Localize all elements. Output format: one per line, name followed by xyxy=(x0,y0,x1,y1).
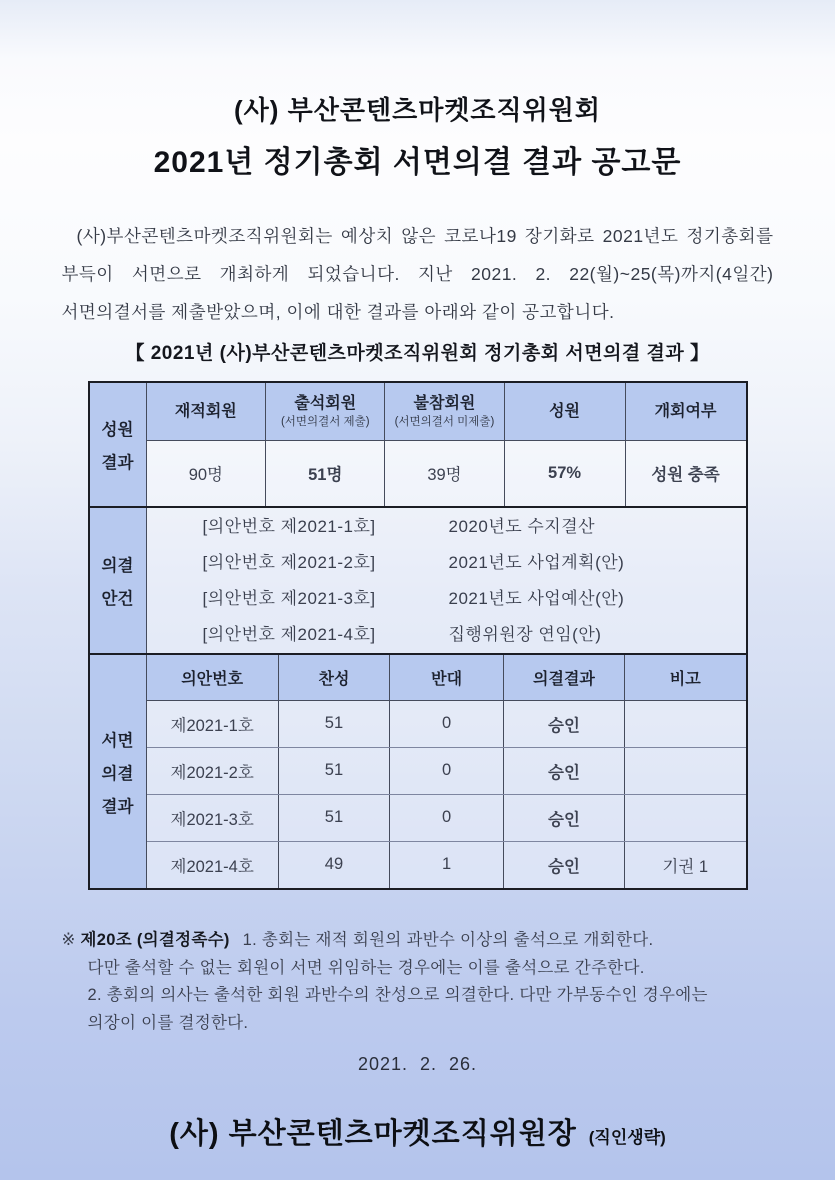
agenda-number: 제2021-3호 xyxy=(147,794,279,841)
agenda-item xyxy=(203,617,746,653)
agenda-number: 제2021-4호 xyxy=(147,841,279,888)
footnote-line-1 xyxy=(62,927,774,955)
agenda-number: 제2021-1호 xyxy=(147,700,279,747)
result-value: 승인 xyxy=(503,747,624,794)
oppose-count: 1 xyxy=(390,841,504,888)
footnote-rule-1: 1. 총회는 재적 회원의 과반수 이상의 출석으로 개회한다. xyxy=(242,931,654,949)
agenda-item-number: [의안번호 제2021-4호] xyxy=(202,624,376,644)
resolution-label-line3: 결과 xyxy=(101,797,134,816)
agenda-row-label xyxy=(90,508,147,653)
header-agenda-number: 의안번호 xyxy=(147,655,279,700)
table-row xyxy=(147,747,746,794)
agenda-item xyxy=(203,581,746,617)
resolution-label-line1: 서면 xyxy=(101,731,134,750)
header-absent-members: 불참회원 (서면의결서 미제출) xyxy=(385,383,504,440)
note-value: 기권 1 xyxy=(624,841,745,888)
agenda-list xyxy=(147,508,746,653)
intro-line-3: 서면의결서를 제출받았으며, 이에 대한 결과를 아래와 같이 공고합니다. xyxy=(61,302,615,322)
quorum-label-line1: 성원 xyxy=(101,421,134,439)
value-attended-members: 51명 xyxy=(266,440,385,506)
result-value: 승인 xyxy=(503,841,624,888)
header-quorum-rate: 성원 xyxy=(504,383,625,440)
note-value xyxy=(624,794,745,841)
agenda-item-number: [의안번호 제2021-1호] xyxy=(202,516,376,536)
value-quorum-rate: 57% xyxy=(504,440,625,506)
agenda-number: 제2021-2호 xyxy=(147,747,279,794)
agenda-item-number: [의안번호 제2021-2호] xyxy=(202,552,376,572)
intro-line-2: 부득이 서면으로 개최하게 되었습니다. 지난 2021. 2. 22(월)~25(목)까지(4일간) xyxy=(61,264,774,284)
announcement-title: 2021년 정기총회 서면의결 결과 공고문 xyxy=(153,146,682,179)
value-absent-members: 39명 xyxy=(385,440,504,506)
agenda-item xyxy=(203,545,746,581)
agenda-label-line1: 의결 xyxy=(101,557,134,575)
value-opening-status: 성원 충족 xyxy=(625,440,745,506)
quorum-table xyxy=(147,383,746,506)
result-value: 승인 xyxy=(503,700,624,747)
header-attended-members: 출석회원 (서면의결서 제출) xyxy=(266,383,385,440)
approve-count: 51 xyxy=(278,700,389,747)
result-value: 승인 xyxy=(503,794,624,841)
organization-name: (사) 부산콘텐츠마켓조직위원회 xyxy=(233,95,602,125)
agenda-item-title: 2021년도 사업계획(안) xyxy=(448,552,625,572)
header-oppose: 반대 xyxy=(390,655,504,700)
approve-count: 51 xyxy=(278,747,389,794)
signature-block xyxy=(0,1111,835,1152)
agenda-item-title: 집행위원장 연임(안) xyxy=(448,624,602,644)
footnote-line-3: 2. 총회의 의사는 출석한 회원 과반수의 찬성으로 의결한다. 다만 가부동수인 경우에는 xyxy=(87,986,708,1004)
approve-count: 49 xyxy=(278,841,389,888)
resolution-section xyxy=(90,653,746,888)
oppose-count: 0 xyxy=(390,794,504,841)
resolution-label-line2: 의결 xyxy=(101,764,134,783)
agenda-item xyxy=(203,509,746,545)
results-section-heading: 【 2021년 (사)부산콘텐츠마켓조직위원회 정기총회 서면의결 결과 】 xyxy=(125,343,710,364)
announcement-date: 2021. 2. 26. xyxy=(357,1054,478,1074)
header-note: 비고 xyxy=(624,655,745,700)
quorum-row-label xyxy=(90,383,147,506)
footnote-line-2: 다만 출석할 수 없는 회원이 서면 위임하는 경우에는 이를 출석으로 간주한다. xyxy=(87,958,645,977)
value-enrolled-members: 90명 xyxy=(147,440,266,506)
resolution-table xyxy=(147,655,746,888)
table-row xyxy=(147,794,746,841)
oppose-count: 0 xyxy=(390,747,504,794)
note-value xyxy=(624,700,745,747)
quorum-label-line2: 결과 xyxy=(101,454,134,472)
signer-title: (사) 부산콘텐츠마켓조직위원장 xyxy=(169,1118,577,1150)
results-table xyxy=(88,381,748,890)
table-row xyxy=(147,841,746,888)
approve-count: 51 xyxy=(278,794,389,841)
document-title xyxy=(0,90,835,181)
table-row xyxy=(147,700,746,747)
header-enrolled-members: 재적회원 xyxy=(147,383,266,440)
intro-paragraph xyxy=(62,217,774,331)
oppose-count: 0 xyxy=(390,700,504,747)
footnote-line-4: 의장이 이를 결정한다. xyxy=(87,1013,249,1032)
agenda-section xyxy=(90,506,746,653)
header-approve: 찬성 xyxy=(278,655,389,700)
intro-line-1: (사)부산콘텐츠마켓조직위원회는 예상치 않은 코로나19 장기화로 2021년도 정기총회를 xyxy=(76,226,774,246)
note-value xyxy=(624,747,745,794)
footnote-clause: 제20조 (의결정족수) xyxy=(80,931,230,949)
agenda-item-number: [의안번호 제2021-3호] xyxy=(202,588,376,608)
seal-omitted-note: (직인생략) xyxy=(588,1128,666,1147)
resolution-row-label xyxy=(90,655,147,888)
agenda-item-title: 2020년도 수지결산 xyxy=(448,516,596,536)
footnote xyxy=(62,927,774,1037)
agenda-label-line2: 안건 xyxy=(101,590,134,608)
header-result: 의결결과 xyxy=(503,655,624,700)
agenda-item-title: 2021년도 사업예산(안) xyxy=(448,588,625,608)
header-opening-status: 개회여부 xyxy=(625,383,745,440)
quorum-section xyxy=(90,383,746,506)
footnote-marker: ※ xyxy=(61,931,76,949)
